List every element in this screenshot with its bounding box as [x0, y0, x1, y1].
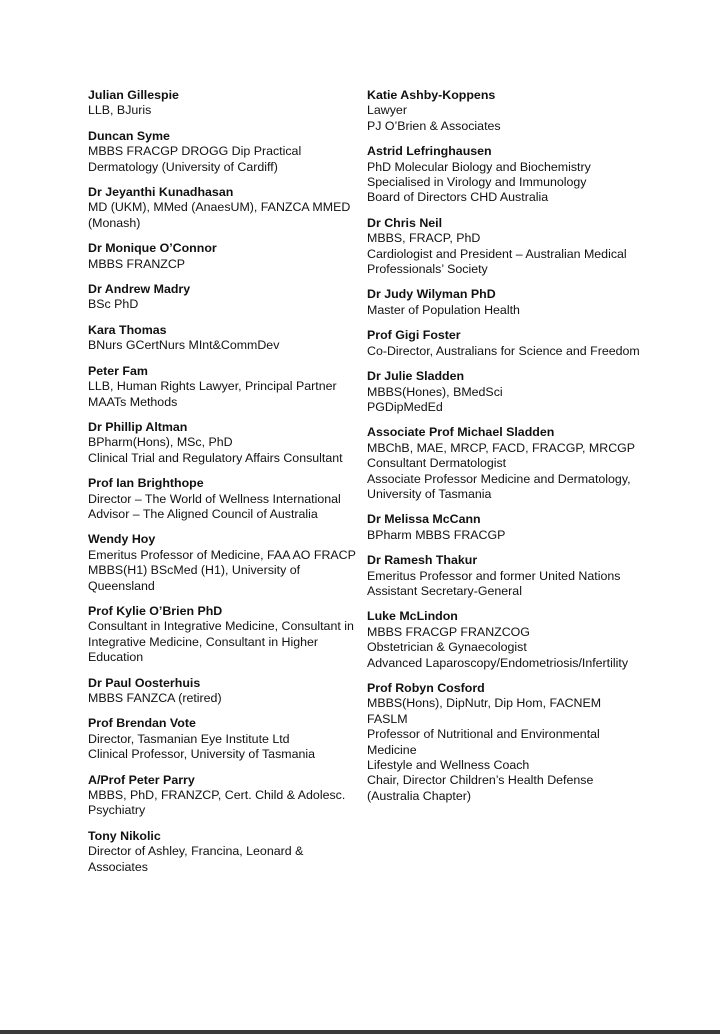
signatory-entry	[88, 420, 360, 466]
signatory-credential-line: MAATs Methods	[88, 394, 178, 409]
signatory-credential-line: Co-Director, Australians for Science and Freedom	[367, 343, 640, 358]
signatory-name: Dr Paul Oosterhuis	[88, 675, 201, 690]
signatory-credential-line: LLB, Human Rights Lawyer, Principal Partner	[88, 379, 337, 394]
signatory-credential-line: MBBS(H1) BScMed (H1), University of	[88, 563, 301, 578]
signatory-credential-line: Consultant Dermatologist	[367, 456, 507, 471]
signatory-name: A/Prof Peter Parry	[88, 772, 195, 787]
signatory-entry	[367, 425, 667, 502]
signatory-credential-line: Professionals’ Society	[367, 262, 488, 277]
signatory-name: Dr Julie Sladden	[367, 369, 465, 384]
signatory-credential-line: (Australia Chapter)	[367, 788, 471, 803]
signatory-credential-line: Lifestyle and Wellness Coach	[367, 758, 530, 773]
signatory-credential-line: Clinical Professor, University of Tasmania	[88, 747, 316, 762]
signatory-credential-line: Board of Directors CHD Australia	[367, 190, 549, 205]
signatory-entry	[367, 609, 667, 671]
signatory-credential-line: Cardiologist and President – Australian Medical	[367, 246, 627, 261]
signatory-credential-line: Psychiatry	[88, 803, 146, 818]
signatory-entry	[88, 88, 360, 119]
signatory-name: Peter Fam	[88, 363, 148, 378]
signatory-name: Associate Prof Michael Sladden	[367, 425, 555, 440]
signatory-credential-line: MBChB, MAE, MRCP, FACD, FRACGP, MRCGP	[367, 440, 636, 455]
signatory-credential-line: Assistant Secretary-General	[367, 583, 522, 598]
signatory-entry	[88, 773, 360, 819]
signatory-column-right	[367, 88, 667, 814]
signatory-name: Dr Andrew Madry	[88, 282, 191, 297]
signatory-name: Dr Melissa McCann	[367, 512, 481, 527]
signatory-credential-line: LLB, BJuris	[88, 103, 152, 118]
signatory-credential-line: Director – The World of Wellness International	[88, 491, 341, 506]
signatory-name: Julian Gillespie	[88, 88, 179, 102]
signatory-credential-line: MBBS(Hones), BMedSci	[367, 384, 503, 399]
signatory-credential-line: BNurs GCertNurs MInt&CommDev	[88, 338, 280, 353]
signatory-name: Duncan Syme	[88, 128, 170, 143]
signatory-name: Dr Judy Wilyman PhD	[367, 287, 496, 302]
signatory-credential-line: University of Tasmania	[367, 486, 492, 501]
signatory-name: Prof Kylie O’Brien PhD	[88, 603, 223, 618]
signatory-credential-line: MD (UKM), MMed (AnaesUM), FANZCA MMED	[88, 200, 351, 215]
signatory-entry	[88, 129, 360, 175]
signatory-credential-line: (Monash)	[88, 215, 141, 230]
signatory-name: Astrid Lefringhausen	[367, 144, 492, 159]
signatory-credential-line: Emeritus Professor and former United Nations	[367, 568, 621, 583]
signatory-credential-line: Director, Tasmanian Eye Institute Ltd	[88, 731, 290, 746]
signatory-entry	[367, 369, 667, 415]
signatory-entry	[88, 241, 360, 272]
signatory-credential-line: Specialised in Virology and Immunology	[367, 175, 587, 190]
signatory-entry	[88, 476, 360, 522]
signatory-credential-line: MBBS FRACGP DROGG Dip Practical	[88, 144, 302, 159]
signatory-entry	[88, 716, 360, 762]
signatory-credential-line: Dermatology (University of Cardiff)	[88, 159, 278, 174]
signatory-credential-line: MBBS, PhD, FRANZCP, Cert. Child & Adolesc.	[88, 788, 346, 803]
signatory-credential-line: Lawyer	[367, 103, 407, 118]
signatory-entry	[367, 287, 667, 318]
signatory-credential-line: Consultant in Integrative Medicine, Consultant in	[88, 619, 354, 634]
signatory-credential-line: Education	[88, 650, 144, 665]
signatory-entry	[88, 364, 360, 410]
signatory-entry	[367, 88, 667, 134]
signatory-credential-line: MBBS, FRACP, PhD	[367, 231, 481, 246]
signatory-credential-line: Emeritus Professor of Medicine, FAA AO FRACP	[88, 547, 356, 562]
signatory-name: Luke McLindon	[367, 609, 458, 624]
signatory-credential-line: Clinical Trial and Regulatory Affairs Consultant	[88, 450, 343, 465]
signatory-credential-line: Advisor – The Aligned Council of Australia	[88, 506, 318, 521]
signatory-entry	[88, 323, 360, 354]
signatory-credential-line: Integrative Medicine, Consultant in Higher	[88, 634, 319, 649]
signatory-entry	[88, 185, 360, 231]
signatory-name: Dr Ramesh Thakur	[367, 553, 478, 568]
signatory-credential-line: Associate Professor Medicine and Dermatology,	[367, 471, 631, 486]
signatory-name: Katie Ashby-Koppens	[367, 88, 496, 102]
signatory-entry	[88, 829, 360, 875]
signatory-entry	[367, 681, 667, 804]
signatory-credential-line: MBBS FANZCA (retired)	[88, 691, 222, 705]
signatory-credential-line: BPharm(Hons), MSc, PhD	[88, 435, 233, 450]
signatory-credential-line: BSc PhD	[88, 297, 139, 312]
signatory-entry	[88, 282, 360, 313]
signatory-credential-line: MBBS FRANZCP	[88, 256, 186, 271]
signatory-credential-line: Director of Ashley, Francina, Leonard &	[88, 844, 304, 859]
signatory-credential-line: Obstetrician & Gynaecologist	[367, 640, 527, 655]
signatory-entry	[367, 216, 667, 278]
signatory-name: Dr Chris Neil	[367, 215, 443, 230]
signatory-credential-line: PhD Molecular Biology and Biochemistry	[367, 159, 591, 174]
signatory-name: Wendy Hoy	[88, 532, 156, 547]
signatory-name: Dr Monique O’Connor	[88, 241, 217, 256]
signatory-credential-line: Professor of Nutritional and Environmental	[367, 727, 600, 742]
signatory-credential-line: Chair, Director Children’s Health Defense	[367, 773, 594, 788]
page-bottom-border	[0, 1030, 720, 1034]
signatory-name: Dr Jeyanthi Kunadhasan	[88, 185, 234, 200]
signatory-credential-line: PJ O’Brien & Associates	[367, 118, 501, 133]
signatory-credential-line: Advanced Laparoscopy/Endometriosis/Infertility	[367, 655, 629, 670]
signatory-entry	[367, 328, 667, 359]
signatory-credential-line: BPharm MBBS FRACGP	[367, 527, 506, 542]
signatory-name: Prof Brendan Vote	[88, 716, 196, 731]
signatory-name: Prof Robyn Cosford	[367, 681, 485, 695]
signatory-credential-line: MBBS(Hons), DipNutr, Dip Hom, FACNEM	[367, 696, 602, 711]
signatory-credential-line: Medicine	[367, 742, 417, 757]
signatory-column-left	[88, 88, 360, 885]
signatory-credential-line: PGDipMedEd	[367, 399, 443, 414]
signatory-entry	[367, 144, 667, 206]
signatory-credential-line: Queensland	[88, 578, 155, 593]
signatory-name: Tony Nikolic	[88, 828, 161, 843]
signatory-name: Dr Phillip Altman	[88, 419, 188, 434]
signatory-entry	[367, 553, 667, 599]
signatory-name: Prof Gigi Foster	[367, 328, 461, 343]
signatory-name: Kara Thomas	[88, 322, 167, 337]
signatory-credential-line: FASLM	[367, 711, 408, 726]
signatory-entry	[88, 604, 360, 666]
signatory-credential-line: MBBS FRACGP FRANZCOG	[367, 624, 530, 639]
signatory-credential-line: Associates	[88, 859, 148, 874]
signatory-entry	[367, 512, 667, 543]
signatory-entry	[88, 676, 360, 707]
signatory-name: Prof Ian Brighthope	[88, 476, 204, 491]
signatory-credential-line: Master of Population Health	[367, 302, 520, 317]
signatory-entry	[88, 532, 360, 594]
